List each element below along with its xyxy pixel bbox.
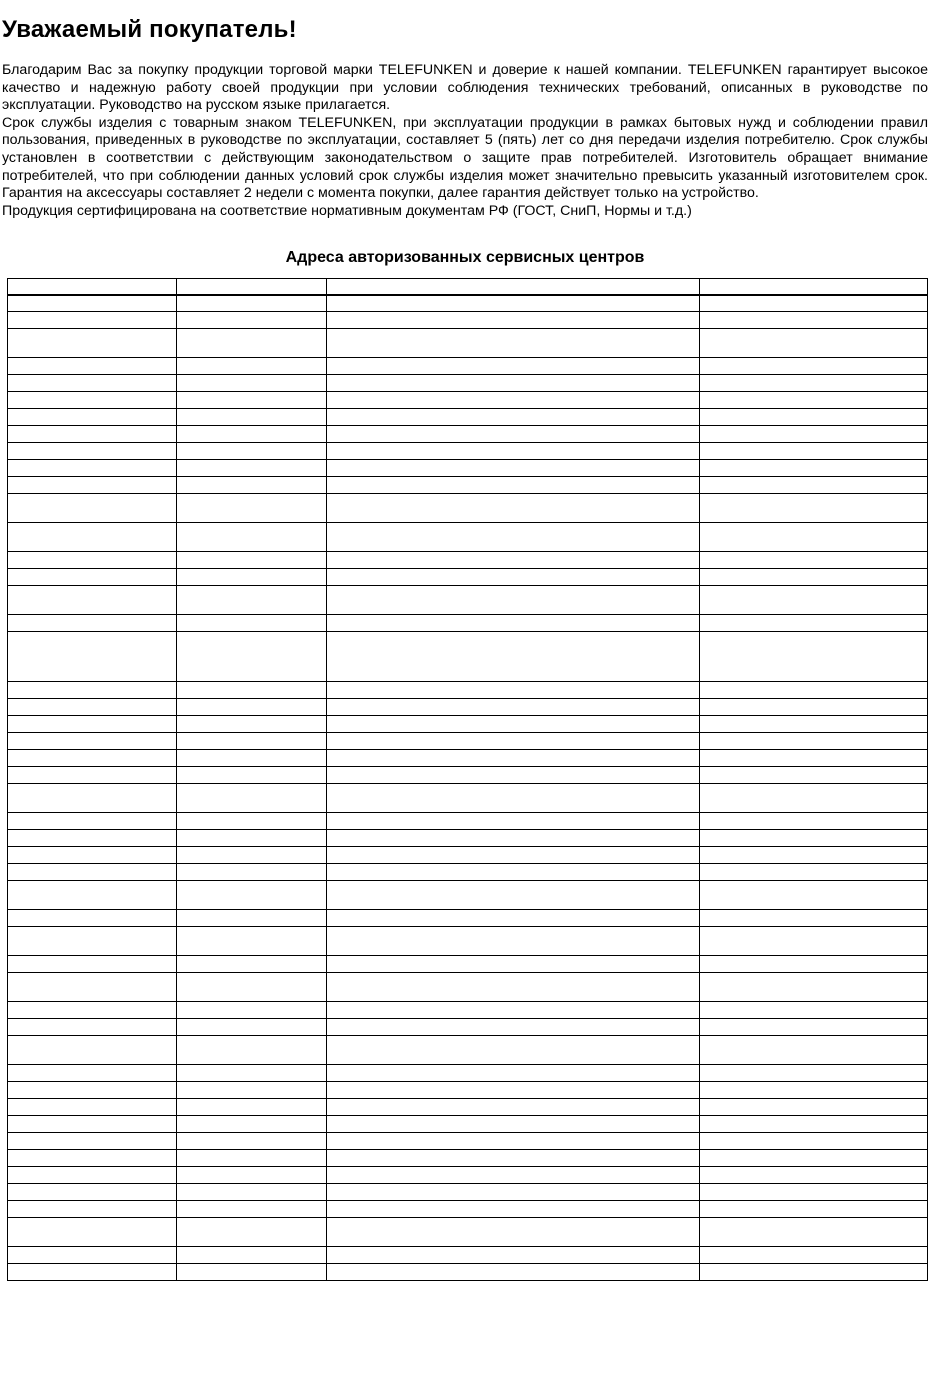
table-cell [8, 881, 177, 910]
table-cell [700, 426, 928, 443]
table-cell [327, 329, 700, 358]
table-row [8, 460, 928, 477]
table-cell [177, 927, 327, 956]
table-cell [177, 1082, 327, 1099]
table-cell [8, 295, 177, 312]
table-cell [177, 392, 327, 409]
table-cell [327, 523, 700, 552]
table-cell [700, 279, 928, 295]
table-row [8, 494, 928, 523]
table-cell [327, 1150, 700, 1167]
table-row [8, 699, 928, 716]
table-row [8, 784, 928, 813]
table-cell [177, 632, 327, 682]
table-cell [177, 1264, 327, 1281]
table-cell [327, 615, 700, 632]
table-cell [177, 279, 327, 295]
table-cell [8, 1247, 177, 1264]
table-cell [177, 813, 327, 830]
table-cell [700, 552, 928, 569]
table-cell [177, 750, 327, 767]
table-row [8, 1082, 928, 1099]
table-cell [8, 1082, 177, 1099]
table-cell [8, 312, 177, 329]
table-cell [327, 1036, 700, 1065]
table-row [8, 1218, 928, 1247]
table-cell [177, 443, 327, 460]
table-cell [8, 1201, 177, 1218]
table-cell [327, 767, 700, 784]
table-cell [700, 973, 928, 1002]
table-cell [700, 1002, 928, 1019]
table-cell [8, 409, 177, 426]
table-cell [327, 1184, 700, 1201]
table-cell [700, 1247, 928, 1264]
table-cell [8, 784, 177, 813]
table-cell [700, 1082, 928, 1099]
table-row [8, 426, 928, 443]
table-cell [700, 733, 928, 750]
table-cell [327, 1116, 700, 1133]
table-row [8, 910, 928, 927]
table-cell [8, 1019, 177, 1036]
table-cell [8, 1133, 177, 1150]
table-cell [327, 569, 700, 586]
table-cell [8, 460, 177, 477]
table-cell [177, 784, 327, 813]
table-cell [8, 813, 177, 830]
table-cell [8, 523, 177, 552]
table-cell [700, 1150, 928, 1167]
table-cell [327, 784, 700, 813]
table-cell [700, 750, 928, 767]
table-cell [700, 927, 928, 956]
table-cell [700, 615, 928, 632]
table-cell [8, 1116, 177, 1133]
table-row [8, 392, 928, 409]
table-cell [177, 716, 327, 733]
table-row [8, 312, 928, 329]
table-cell [177, 615, 327, 632]
service-centers-heading: Адреса авторизованных сервисных центров [285, 249, 645, 266]
table-cell [327, 750, 700, 767]
table-cell [8, 1065, 177, 1082]
table-cell [177, 426, 327, 443]
table-cell [177, 494, 327, 523]
table-cell [327, 1133, 700, 1150]
table-cell [177, 973, 327, 1002]
table-row [8, 1167, 928, 1184]
table-row [8, 1247, 928, 1264]
table-cell [700, 358, 928, 375]
table-cell [177, 864, 327, 881]
table-cell [8, 716, 177, 733]
table-cell [8, 750, 177, 767]
table-cell [700, 1184, 928, 1201]
table-cell [700, 1019, 928, 1036]
table-cell [327, 1082, 700, 1099]
intro-text [2, 62, 928, 220]
table-cell [8, 910, 177, 927]
table-cell [700, 477, 928, 494]
table-cell [327, 312, 700, 329]
table-cell [700, 682, 928, 699]
table-cell [327, 632, 700, 682]
table-cell [327, 1099, 700, 1116]
table-cell [8, 443, 177, 460]
table-row [8, 1002, 928, 1019]
table-row [8, 409, 928, 426]
table-cell [8, 847, 177, 864]
table-cell [700, 295, 928, 312]
table-cell [177, 910, 327, 927]
table-cell [177, 1150, 327, 1167]
table-row [8, 956, 928, 973]
table-cell [177, 1116, 327, 1133]
table-row [8, 750, 928, 767]
table-cell [700, 813, 928, 830]
table-cell [327, 409, 700, 426]
table-cell [700, 329, 928, 358]
table-cell [177, 1218, 327, 1247]
table-cell [8, 552, 177, 569]
table-cell [700, 375, 928, 392]
table-cell [327, 881, 700, 910]
table-cell [177, 733, 327, 750]
table-row [8, 1019, 928, 1036]
table-cell [700, 699, 928, 716]
table-cell [177, 1019, 327, 1036]
table-cell [8, 1002, 177, 1019]
table-cell [700, 1201, 928, 1218]
table-row [8, 1264, 928, 1281]
table-cell [327, 477, 700, 494]
table-cell [177, 477, 327, 494]
table-cell [8, 329, 177, 358]
table-cell [700, 1264, 928, 1281]
table-cell [177, 523, 327, 552]
table-cell [327, 295, 700, 312]
table-row [8, 847, 928, 864]
table-cell [327, 956, 700, 973]
table-row [8, 615, 928, 632]
table-cell [700, 312, 928, 329]
table-cell [8, 477, 177, 494]
table-cell [177, 682, 327, 699]
table-cell [327, 426, 700, 443]
table-cell [700, 830, 928, 847]
table-cell [8, 864, 177, 881]
table-row [8, 813, 928, 830]
table-cell [8, 1167, 177, 1184]
table-cell [177, 1002, 327, 1019]
table-row [8, 881, 928, 910]
table-cell [700, 716, 928, 733]
table-cell [327, 699, 700, 716]
table-cell [177, 1247, 327, 1264]
table-cell [700, 864, 928, 881]
table-cell [700, 523, 928, 552]
table-cell [8, 699, 177, 716]
table-cell [700, 1167, 928, 1184]
table-cell [8, 1184, 177, 1201]
table-row [8, 358, 928, 375]
table-row [8, 443, 928, 460]
table-cell [177, 312, 327, 329]
table-row [8, 477, 928, 494]
table-row [8, 1036, 928, 1065]
table-cell [8, 1218, 177, 1247]
table-cell [700, 881, 928, 910]
table-row [8, 295, 928, 312]
table-cell [177, 295, 327, 312]
table-cell [8, 1150, 177, 1167]
table-cell [327, 443, 700, 460]
table-cell [177, 1099, 327, 1116]
table-cell [8, 956, 177, 973]
table-row [8, 1184, 928, 1201]
table-cell [327, 494, 700, 523]
table-cell [327, 279, 700, 295]
table-row [8, 375, 928, 392]
table-cell [177, 1167, 327, 1184]
table-cell [8, 426, 177, 443]
table-cell [327, 813, 700, 830]
table-row [8, 716, 928, 733]
page-title: Уважаемый покупатель! [2, 16, 297, 43]
table-cell [700, 1099, 928, 1116]
table-cell [177, 767, 327, 784]
table-header-row [8, 279, 928, 295]
table-cell [700, 409, 928, 426]
table-cell [327, 1247, 700, 1264]
table-cell [700, 956, 928, 973]
table-cell [700, 569, 928, 586]
table-cell [8, 586, 177, 615]
table-cell [700, 586, 928, 615]
table-cell [177, 329, 327, 358]
table-cell [177, 1201, 327, 1218]
table-cell [177, 586, 327, 615]
table-cell [327, 927, 700, 956]
table-row [8, 682, 928, 699]
table-cell [700, 1116, 928, 1133]
table-cell [700, 767, 928, 784]
service-centers-table [7, 278, 928, 1281]
table-cell [327, 460, 700, 477]
table-cell [177, 1065, 327, 1082]
table-row [8, 830, 928, 847]
table-cell [8, 392, 177, 409]
table-cell [327, 682, 700, 699]
table-cell [8, 733, 177, 750]
table-cell [177, 881, 327, 910]
table-row [8, 552, 928, 569]
table-row [8, 1133, 928, 1150]
table-row [8, 523, 928, 552]
table-cell [700, 1218, 928, 1247]
table-cell [700, 1036, 928, 1065]
table-cell [327, 864, 700, 881]
table-row [8, 927, 928, 956]
table-cell [8, 358, 177, 375]
table-cell [8, 767, 177, 784]
table-cell [700, 392, 928, 409]
table-cell [8, 632, 177, 682]
table-row [8, 329, 928, 358]
table-cell [8, 1036, 177, 1065]
table-cell [327, 1065, 700, 1082]
table-cell [177, 358, 327, 375]
table-cell [327, 586, 700, 615]
table-cell [177, 847, 327, 864]
table-row [8, 1150, 928, 1167]
table-cell [177, 1184, 327, 1201]
table-cell [8, 494, 177, 523]
table-cell [327, 375, 700, 392]
table-cell [700, 784, 928, 813]
paragraph-certification: Продукция сертифицирована на соответствие нормативным документам РФ (ГОСТ, СниП, Нормы и т.д.) [2, 202, 692, 219]
table-row [8, 586, 928, 615]
table-cell [327, 358, 700, 375]
table-cell [327, 733, 700, 750]
table-cell [177, 830, 327, 847]
table-cell [327, 847, 700, 864]
table-cell [327, 1167, 700, 1184]
table-cell [8, 682, 177, 699]
table-cell [327, 1218, 700, 1247]
table-cell [8, 375, 177, 392]
table-row [8, 864, 928, 881]
table-cell [8, 1099, 177, 1116]
table-cell [700, 494, 928, 523]
table-cell [327, 910, 700, 927]
table-cell [327, 716, 700, 733]
table-row [8, 1099, 928, 1116]
table-cell [8, 569, 177, 586]
table-cell [327, 1019, 700, 1036]
table-cell [177, 375, 327, 392]
table-cell [8, 927, 177, 956]
table-cell [327, 1201, 700, 1218]
table-row [8, 767, 928, 784]
table-row [8, 733, 928, 750]
table-cell [327, 552, 700, 569]
table-cell [8, 1264, 177, 1281]
table-cell [700, 632, 928, 682]
table-row [8, 1201, 928, 1218]
table-cell [327, 1002, 700, 1019]
table-cell [177, 1133, 327, 1150]
table-cell [8, 615, 177, 632]
table-cell [700, 910, 928, 927]
table-cell [700, 1065, 928, 1082]
table-cell [8, 830, 177, 847]
table-cell [327, 392, 700, 409]
table-row [8, 973, 928, 1002]
table-cell [327, 1264, 700, 1281]
table-cell [177, 409, 327, 426]
table-cell [700, 1133, 928, 1150]
table-cell [8, 973, 177, 1002]
table-cell [700, 443, 928, 460]
table-cell [177, 460, 327, 477]
table-cell [700, 847, 928, 864]
table-cell [327, 830, 700, 847]
table-row [8, 1116, 928, 1133]
paragraph-service-life: Срок службы изделия с товарным знаком TELEFUNKEN, при эксплуатации продукции в рамках бытовых нужд и соблюдении правил пользования, приведенных в руководстве по эксплуатации, составляет 5 (пять) лет со дня передачи изделия потребителю. Срок службы установлен в соответствии с действующим законодательством о защите прав потребителей. Изготовитель обращает внимание потребителей, что при соблюдении данных условий срок службы изделия может значительно превысить указанный изготовителем срок. Гарантия на аксессуары составляет 2 недели с момента покупки, далее гарантия действует только на устройство. [2, 114, 928, 202]
table-cell [327, 973, 700, 1002]
table-cell [177, 1036, 327, 1065]
table-cell [177, 956, 327, 973]
table-cell [700, 460, 928, 477]
table-cell [177, 569, 327, 586]
table-row [8, 569, 928, 586]
table-row [8, 632, 928, 682]
table-cell [177, 552, 327, 569]
table-row [8, 1065, 928, 1082]
paragraph-thanks: Благодарим Вас за покупку продукции торговой марки TELEFUNKEN и доверие к нашей компании. TELEFUNKEN гарантирует высокое качество и надежную работу своей продукции при условии соблюдения технических требований, описанных в руководстве по эксплуатации. Руководство на русском языке прилагается. [2, 62, 928, 114]
table-cell [8, 279, 177, 295]
table-cell [177, 699, 327, 716]
